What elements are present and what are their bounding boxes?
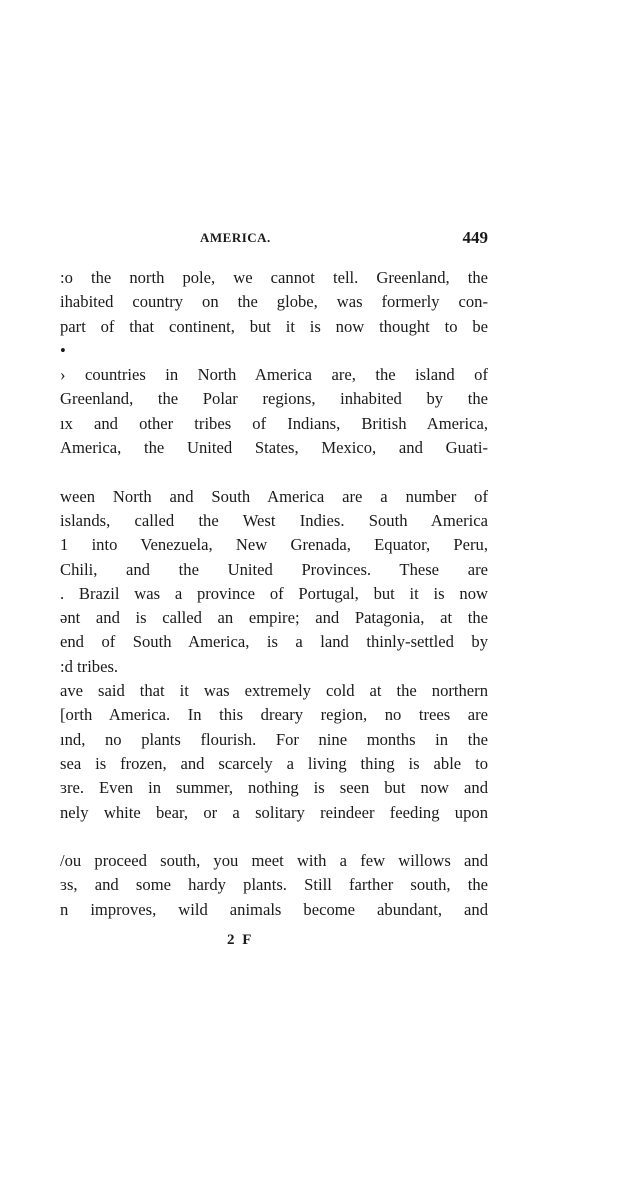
text-line: part of that continent, but it is now thought to be	[60, 316, 488, 336]
text-line: /ou proceed south, you meet with a few willows and	[60, 851, 488, 871]
text-line: . Brazil was a province of Portugal, but it is now	[60, 583, 488, 603]
text-line: ınd, no plants flourish. For nine months in the	[60, 729, 488, 749]
text-line: :d tribes.	[60, 656, 119, 676]
text-line: end of South America, is a land thinly-settled by	[60, 632, 488, 652]
text-line: ween North and South America are a number of	[60, 486, 488, 506]
running-title: AMERICA.	[200, 230, 271, 245]
signature-mark: 2 F	[227, 932, 254, 948]
text-line: America, the United States, Mexico, and Guati-	[60, 438, 488, 458]
text-line: sea is frozen, and scarcely a living thing is able to	[60, 753, 488, 773]
text-line: ɜs, and some hardy plants. Still farther south, the	[60, 875, 488, 895]
blank-line	[60, 460, 488, 484]
text-line: islands, called the West Indies. South America	[60, 510, 488, 530]
text-line: Greenland, the Polar regions, inhabited by the	[60, 389, 488, 409]
text-line: :o the north pole, we cannot tell. Greenland, the	[60, 268, 488, 287]
text-line: 1 into Venezuela, New Grenada, Equator, Peru,	[60, 535, 488, 555]
page-header	[60, 228, 488, 252]
text-line: •	[60, 340, 66, 360]
text-line: ənt and is called an empire; and Patagonia, at the	[60, 608, 488, 628]
text-line: nely white bear, or a solitary reindeer feeding upon	[60, 802, 488, 822]
text-line: › countries in North America are, the island of	[60, 365, 488, 385]
text-line: Chili, and the United Provinces. These are	[60, 559, 488, 579]
text-line: ave said that it was extremely cold at the northern	[60, 681, 488, 701]
body-text	[60, 266, 488, 922]
page-number: 449	[462, 228, 488, 247]
text-line: n improves, wild animals become abundant, and	[60, 899, 488, 919]
text-line: ihabited country on the globe, was formerly con-	[60, 292, 488, 312]
text-line: ɜre. Even in summer, nothing is seen but now and	[60, 778, 488, 798]
text-line: [orth America. In this dreary region, no trees are	[60, 705, 488, 725]
blank-line	[60, 825, 488, 849]
text-line: ıx and other tribes of Indians, British America,	[60, 413, 488, 433]
